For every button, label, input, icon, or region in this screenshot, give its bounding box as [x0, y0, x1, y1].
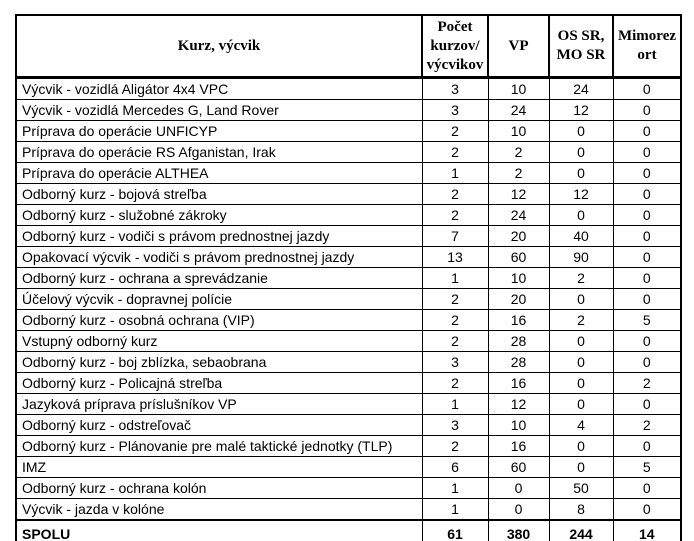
course-label: Odborný kurz - bojová streľba — [16, 184, 422, 205]
course-label: Odborný kurz - vodiči s právom prednostnej jazdy — [16, 226, 422, 247]
os-sr-cell: 0 — [549, 331, 613, 352]
col-header-course — [16, 15, 422, 78]
header-row — [16, 15, 681, 78]
vp-cell: 2 — [488, 142, 549, 163]
os-sr-cell: 0 — [549, 205, 613, 226]
mimorezort-cell: 0 — [613, 121, 681, 142]
os-sr-cell: 0 — [549, 121, 613, 142]
mimorezort-cell: 0 — [613, 331, 681, 352]
vp-cell: 0 — [488, 499, 549, 521]
table-row — [16, 100, 681, 121]
mimorezort-cell: 5 — [613, 457, 681, 478]
count-courses-cell: 1 — [422, 478, 488, 499]
col-header-mimorezort: Mimorez ort — [613, 15, 681, 78]
table-row — [16, 268, 681, 289]
os-sr-cell: 12 — [549, 100, 613, 121]
mimorezort-cell: 0 — [613, 436, 681, 457]
mimorezort-cell: 0 — [613, 205, 681, 226]
vp-cell: 16 — [488, 373, 549, 394]
os-sr-cell: 8 — [549, 499, 613, 521]
vp-cell: 28 — [488, 331, 549, 352]
count-courses-cell: 2 — [422, 121, 488, 142]
total-mimorezort: 14 — [613, 520, 681, 541]
course-label: Príprava do operácie ALTHEA — [16, 163, 422, 184]
vp-cell: 12 — [488, 184, 549, 205]
mimorezort-cell: 0 — [613, 352, 681, 373]
count-courses-cell: 2 — [422, 184, 488, 205]
count-courses-cell: 3 — [422, 352, 488, 373]
count-courses-cell: 3 — [422, 415, 488, 436]
total-os-sr: 244 — [549, 520, 613, 541]
count-courses-cell: 2 — [422, 142, 488, 163]
vp-cell: 60 — [488, 247, 549, 268]
count-courses-cell: 2 — [422, 331, 488, 352]
mimorezort-cell: 5 — [613, 310, 681, 331]
mimorezort-cell: 0 — [613, 163, 681, 184]
total-label: SPOLU — [16, 520, 422, 541]
table-row — [16, 78, 681, 100]
col-header-vp: VP — [488, 15, 549, 78]
os-sr-cell: 4 — [549, 415, 613, 436]
os-sr-cell: 0 — [549, 436, 613, 457]
mimorezort-cell: 0 — [613, 247, 681, 268]
count-courses-cell: 2 — [422, 436, 488, 457]
course-label: Príprava do operácie RS Afganistan, Irak — [16, 142, 422, 163]
os-sr-cell: 2 — [549, 268, 613, 289]
table-row — [16, 331, 681, 352]
os-sr-cell: 40 — [549, 226, 613, 247]
os-sr-cell: 90 — [549, 247, 613, 268]
vp-cell: 2 — [488, 163, 549, 184]
os-sr-cell: 50 — [549, 478, 613, 499]
total-count-courses: 61 — [422, 520, 488, 541]
vp-cell: 10 — [488, 268, 549, 289]
count-courses-cell: 13 — [422, 247, 488, 268]
count-courses-cell: 2 — [422, 310, 488, 331]
course-label: Odborný kurz - Policajná streľba — [16, 373, 422, 394]
mimorezort-cell: 0 — [613, 78, 681, 100]
course-label: Opakovací výcvik - vodiči s právom prednostnej jazdy — [16, 247, 422, 268]
course-label: Výcvik - jazda v kolóne — [16, 499, 422, 521]
course-label: Príprava do operácie UNFICYP — [16, 121, 422, 142]
col-header-course-label: Kurz, výcvik — [177, 37, 261, 54]
total-vp: 380 — [488, 520, 549, 541]
vp-cell: 24 — [488, 100, 549, 121]
table-header — [16, 15, 681, 78]
mimorezort-cell: 0 — [613, 226, 681, 247]
count-courses-cell: 2 — [422, 289, 488, 310]
total-row — [16, 520, 681, 541]
table-row — [16, 184, 681, 205]
count-courses-cell: 1 — [422, 163, 488, 184]
vp-cell: 16 — [488, 310, 549, 331]
table-row — [16, 163, 681, 184]
course-label: IMZ — [16, 457, 422, 478]
vp-cell: 0 — [488, 478, 549, 499]
table-row — [16, 394, 681, 415]
vp-cell: 10 — [488, 78, 549, 100]
table-row — [16, 247, 681, 268]
mimorezort-cell: 0 — [613, 289, 681, 310]
course-label: Odborný kurz - odstreľovač — [16, 415, 422, 436]
table-row — [16, 352, 681, 373]
os-sr-cell: 0 — [549, 163, 613, 184]
course-label: Vstupný odborný kurz — [16, 331, 422, 352]
os-sr-cell: 12 — [549, 184, 613, 205]
table-row — [16, 205, 681, 226]
table-row — [16, 436, 681, 457]
mimorezort-cell: 0 — [613, 478, 681, 499]
table-row — [16, 310, 681, 331]
count-courses-cell: 1 — [422, 268, 488, 289]
table-row — [16, 457, 681, 478]
table-row — [16, 499, 681, 521]
os-sr-cell: 0 — [549, 352, 613, 373]
course-label: Odborný kurz - osobná ochrana (VIP) — [16, 310, 422, 331]
count-courses-cell: 1 — [422, 499, 488, 521]
vp-cell: 12 — [488, 394, 549, 415]
mimorezort-cell: 0 — [613, 100, 681, 121]
table-row — [16, 478, 681, 499]
vp-cell: 16 — [488, 436, 549, 457]
course-label: Výcvik - vozidlá Mercedes G, Land Rover — [16, 100, 422, 121]
course-label: Účelový výcvik - dopravnej polície — [16, 289, 422, 310]
vp-cell: 10 — [488, 121, 549, 142]
os-sr-cell: 0 — [549, 142, 613, 163]
count-courses-cell: 3 — [422, 78, 488, 100]
mimorezort-cell: 2 — [613, 373, 681, 394]
count-courses-cell: 7 — [422, 226, 488, 247]
table-row — [16, 289, 681, 310]
count-courses-cell: 2 — [422, 373, 488, 394]
mimorezort-cell: 2 — [613, 415, 681, 436]
col-header-os-sr-mo-sr: OS SR, MO SR — [549, 15, 613, 78]
count-courses-cell: 2 — [422, 205, 488, 226]
course-label: Odborný kurz - ochrana a sprevádzanie — [16, 268, 422, 289]
os-sr-cell: 0 — [549, 457, 613, 478]
vp-cell: 24 — [488, 205, 549, 226]
course-label: Odborný kurz - Plánovanie pre malé taktické jednotky (TLP) — [16, 436, 422, 457]
os-sr-cell: 24 — [549, 78, 613, 100]
table-row — [16, 226, 681, 247]
mimorezort-cell: 0 — [613, 499, 681, 521]
count-courses-cell: 6 — [422, 457, 488, 478]
table-row — [16, 121, 681, 142]
os-sr-cell: 0 — [549, 289, 613, 310]
count-courses-cell: 1 — [422, 394, 488, 415]
course-label: Odborný kurz - ochrana kolón — [16, 478, 422, 499]
mimorezort-cell: 0 — [613, 268, 681, 289]
os-sr-cell: 0 — [549, 373, 613, 394]
table-row — [16, 415, 681, 436]
vp-cell: 60 — [488, 457, 549, 478]
course-label: Odborný kurz - služobné zákroky — [16, 205, 422, 226]
vp-cell: 20 — [488, 289, 549, 310]
course-label: Odborný kurz - boj zblízka, sebaobrana — [16, 352, 422, 373]
vp-cell: 28 — [488, 352, 549, 373]
table-body — [16, 78, 681, 521]
courses-table — [15, 14, 682, 541]
mimorezort-cell: 0 — [613, 394, 681, 415]
table-footer — [16, 520, 681, 541]
os-sr-cell: 2 — [549, 310, 613, 331]
count-courses-cell: 3 — [422, 100, 488, 121]
os-sr-cell: 0 — [549, 394, 613, 415]
table-row — [16, 142, 681, 163]
vp-cell: 10 — [488, 415, 549, 436]
table-row — [16, 373, 681, 394]
col-header-count: Počet kurzov/ výcvikov — [422, 15, 488, 78]
course-label: Výcvik - vozidlá Aligátor 4x4 VPC — [16, 78, 422, 100]
mimorezort-cell: 0 — [613, 184, 681, 205]
course-label: Jazyková príprava príslušníkov VP — [16, 394, 422, 415]
vp-cell: 20 — [488, 226, 549, 247]
mimorezort-cell: 0 — [613, 142, 681, 163]
